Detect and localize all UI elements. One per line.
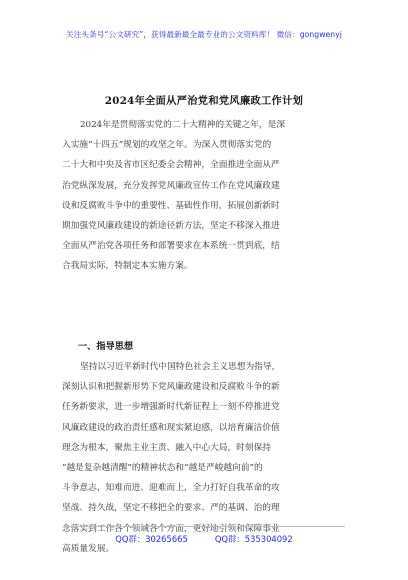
text-line: 坚持以习近平新时代中国特色社会主义思想为指导， (80, 362, 281, 372)
text-line: 风廉政建设的政治责任感和现实紧迫感，以培育廉洁价值 (62, 422, 280, 433)
text-line: “越是复杂越清醒”的精神状态和“越是严峻越向前”的 (62, 462, 263, 473)
text-line: 治党纵深发展，充分发挥党风廉政宣传工作在党风廉政建 (62, 180, 280, 191)
section-heading-guiding-ideology: 一、指导思想 (78, 341, 134, 352)
text-line: 设和反腐败斗争中的重要性、基础性作用，拓展创新新时 (62, 200, 280, 211)
footer-divider (63, 526, 345, 527)
guiding-ideology-paragraph (62, 357, 347, 559)
text-line: 任务新要求，进一步增强新时代新征程上一刻不停推进党 (62, 402, 280, 413)
text-line: 高质量发展。 (62, 543, 115, 554)
text-line: 坚战、持久战，坚定不移把全的要求、严的基调、治的理 (62, 503, 280, 514)
text-line: 期加强党风廉政建设的新途径新方法，坚定不移深入推进 (62, 220, 280, 231)
text-line: 念落实到工作各个领域各个方面，更好地引领和保障事业 (62, 523, 280, 534)
qq-group-1: QQ群：30265665 (115, 534, 188, 544)
text-line: 全面从严治党各项任务和部署要求在本系统一贯到底，结 (62, 241, 280, 252)
text-line: 2024年是贯彻落实党的二十大精神的关键之年，是深 (80, 120, 286, 130)
text-line: 二十大和中央及省市区纪委全会精神，全面推进全面从严 (62, 160, 280, 171)
intro-paragraph (62, 115, 347, 277)
text-line: 合我局实际，特制定本实施方案。 (62, 261, 193, 272)
top-banner: 关注头条号“公文研究”，获得最新最全最专业的公文资料库！ 微信：gongwenyj (66, 30, 342, 39)
text-line: 理念为根本，聚焦主业主责、融入中心大局，时刻保持 (62, 442, 271, 453)
text-line: 入实施“十四五”规划的攻坚之年。为深入贯彻落实党的 (62, 140, 272, 151)
text-line: 深刻认识和把握新形势下党风廉政建设和反腐败斗争的新 (62, 382, 280, 393)
qq-group-2: QQ群：535304092 (214, 534, 293, 544)
footer-contact (0, 533, 408, 545)
document-title: 2024年全面从严治党和党风廉政工作计划 (104, 95, 304, 107)
text-line: 斗争意志，知难而进、迎难而上，全力打好自我革命的攻 (62, 483, 280, 494)
